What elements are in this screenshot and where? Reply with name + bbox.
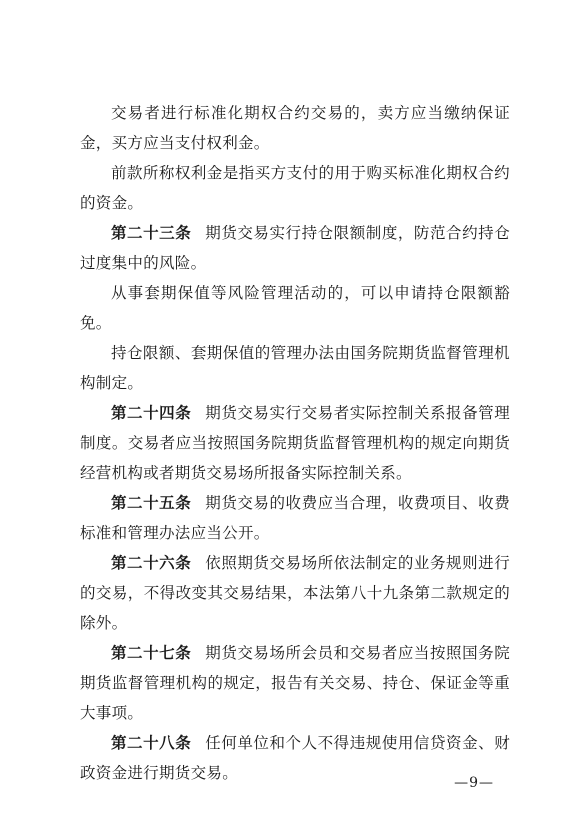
paragraph-text: 任何单位和个人不得违规使用信贷资金、财政资金进行期货交易。 (80, 734, 510, 782)
page-number: —9— (454, 775, 494, 791)
paragraph-text: 持仓限额、套期保值的管理办法由国务院期货监督管理机构制定。 (80, 344, 510, 392)
paragraph (80, 278, 510, 338)
article-26 (80, 548, 510, 638)
paragraph-text: 期货交易实行持仓限额制度，防范合约持仓过度集中的风险。 (80, 224, 510, 272)
paragraph-text: 交易者进行标准化期权合约交易的，卖方应当缴纳保证金，买方应当支付权利金。 (80, 104, 510, 152)
paragraph-text: 期货交易实行交易者实际控制关系报备管理制度。交易者应当按照国务院期货监督管理机构的规定向期货经营机构或者期货交易场所报备实际控制关系。 (80, 404, 510, 482)
article-number: 第二十六条 (111, 554, 192, 572)
paragraph-text: 期货交易场所会员和交易者应当按照国务院期货监督管理机构的规定，报告有关交易、持仓、保证金等重大事项。 (80, 644, 510, 722)
article-25 (80, 488, 510, 548)
paragraph (80, 338, 510, 398)
article-28 (80, 728, 510, 788)
paragraph-text: 从事套期保值等风险管理活动的，可以申请持仓限额豁免。 (80, 284, 510, 332)
article-number: 第二十七条 (111, 644, 192, 662)
article-number: 第二十三条 (111, 224, 192, 242)
paragraph (80, 98, 510, 158)
article-number: 第二十八条 (111, 734, 192, 752)
paragraph-text: 前款所称权利金是指买方支付的用于购买标准化期权合约的资金。 (80, 164, 510, 212)
article-23 (80, 218, 510, 278)
article-27 (80, 638, 510, 728)
article-number: 第二十四条 (111, 404, 192, 422)
article-number: 第二十五条 (111, 494, 192, 512)
paragraph-text: 期货交易的收费应当合理，收费项目、收费标准和管理办法应当公开。 (80, 494, 510, 542)
article-24 (80, 398, 510, 488)
document-body (80, 98, 510, 788)
paragraph (80, 158, 510, 218)
paragraph-text: 依照期货交易场所依法制定的业务规则进行的交易，不得改变其交易结果，本法第八十九条第二款规定的除外。 (80, 554, 510, 632)
